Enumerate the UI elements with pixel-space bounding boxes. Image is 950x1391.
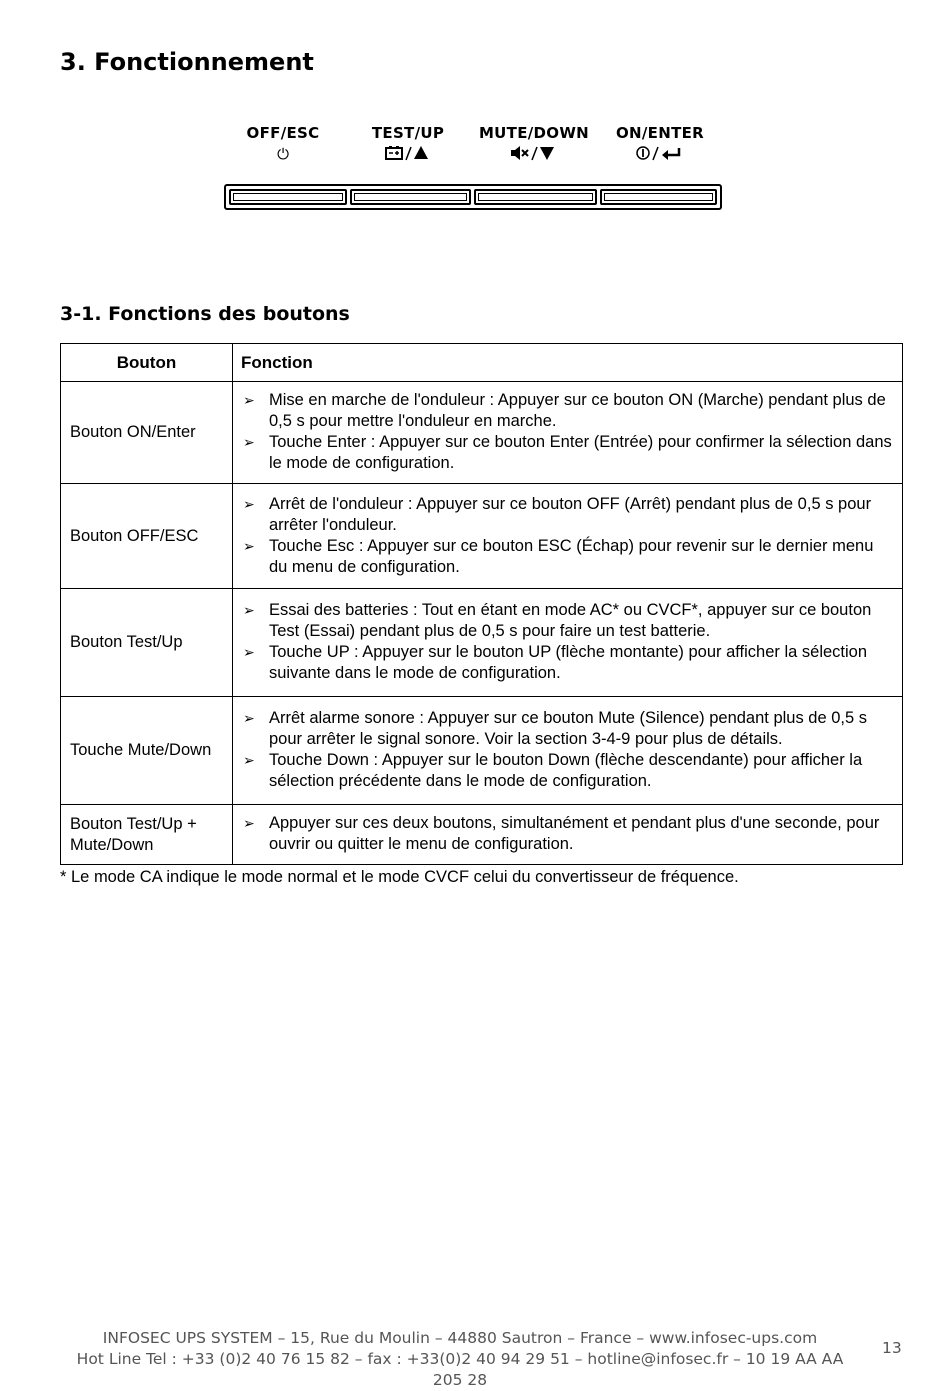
test-up-label: TEST/UP	[371, 124, 445, 142]
bullet-arrow-icon: ➢	[243, 815, 255, 831]
on-enter-icon	[595, 145, 725, 165]
row-function	[233, 382, 903, 484]
row-button-name: Bouton OFF/ESC	[61, 484, 233, 589]
bullet-arrow-icon: ➢	[243, 644, 255, 660]
row-button-name: Bouton Test/Up + Mute/Down	[61, 805, 233, 865]
bullet-arrow-icon: ➢	[243, 752, 255, 768]
bullet-arrow-icon: ➢	[243, 537, 255, 554]
off-esc-label: OFF/ESC	[246, 124, 320, 142]
table-row	[61, 484, 903, 589]
power-icon: ⏻	[277, 145, 289, 163]
battery-test-up-icon	[384, 145, 432, 161]
test-up-key	[350, 189, 471, 205]
table-row	[61, 805, 903, 865]
row-function	[233, 697, 903, 805]
row-function	[233, 589, 903, 697]
list-item: ➢ Touche Enter : Appuyer sur ce bouton Enter (Entrée) pour confirmer la sélection dans le mode de configuration.	[243, 433, 892, 472]
list-item: ➢ Touche UP : Appuyer sur le bouton UP (flèche montante) pour afficher la sélection suivante dans le mode de configuration.	[243, 643, 868, 682]
footer-address: INFOSEC UPS SYSTEM – 15, Rue du Moulin – 44880 Sautron – France – www.infosec-ups.com	[102, 1329, 818, 1347]
header-fonction: Fonction	[233, 344, 903, 382]
mute-down-icon	[469, 145, 599, 165]
button-strip	[224, 184, 722, 210]
bullet-arrow-icon: ➢	[243, 710, 255, 726]
row-function	[233, 805, 903, 865]
section-heading: 3-1. Fonctions des boutons	[60, 303, 350, 325]
bullet-arrow-icon: ➢	[243, 495, 255, 512]
list-item: ➢ Arrêt alarme sonore : Appuyer sur ce bouton Mute (Silence) pendant plus de 0,5 s pour arrêter le signal sonore. Voir la section 3-4-9 pour plus de détails.	[243, 709, 868, 748]
control-panel-diagram	[224, 124, 724, 214]
list-item: ➢ Arrêt de l'onduleur : Appuyer sur ce bouton OFF (Arrêt) pendant plus de 0,5 s pour arrêter l'onduleur.	[243, 494, 872, 534]
list-item: ➢ Essai des batteries : Tout en étant en mode AC* ou CVCF*, appuyer sur ce bouton Test (Essai) pendant plus de 0,5 s pour faire un test batterie.	[243, 601, 872, 640]
header-bouton: Bouton	[61, 344, 233, 382]
list-item: ➢ Appuyer sur ces deux boutons, simultanément et pendant plus d'une seconde, pour ouvrir ou quitter le menu de configuration.	[243, 814, 880, 853]
battery-up-icon	[343, 145, 473, 165]
footer-contact: Hot Line Tel : +33 (0)2 40 76 15 82 – fax : +33(0)2 40 94 29 51 – hotline@infosec.fr – 10 19 AA AA 205 28	[76, 1350, 844, 1389]
list-item: ➢ Touche Down : Appuyer sur le bouton Down (flèche descendante) pour afficher la sélection précédente dans le mode de configuration.	[243, 751, 863, 790]
mute-down-label: MUTE/DOWN	[478, 124, 590, 142]
row-button-name: Bouton Test/Up	[61, 589, 233, 697]
row-function	[233, 484, 903, 589]
table-row	[61, 589, 903, 697]
bullet-arrow-icon: ➢	[243, 602, 255, 618]
bullet-arrow-icon: ➢	[243, 392, 255, 408]
on-enter-label: ON/ENTER	[615, 124, 704, 142]
bullet-arrow-icon: ➢	[243, 434, 255, 450]
row-button-name: Touche Mute/Down	[61, 697, 233, 805]
page-heading: 3. Fonctionnement	[60, 48, 314, 76]
button-functions-table	[60, 343, 903, 865]
page-number: 13	[882, 1339, 902, 1357]
footnote: * Le mode CA indique le mode normal et le mode CVCF celui du convertisseur de fréquence.	[60, 868, 739, 886]
list-item: ➢ Touche Esc : Appuyer sur ce bouton ESC (Échap) pour revenir sur le dernier menu du menu de configuration.	[243, 536, 874, 576]
off-esc-key	[229, 189, 347, 205]
table-row	[61, 697, 903, 805]
mute-down-key	[474, 189, 597, 205]
page-footer	[60, 1328, 860, 1391]
table-row	[61, 382, 903, 484]
table-header-row	[61, 344, 903, 382]
list-item: ➢ Mise en marche de l'onduleur : Appuyer sur ce bouton ON (Marche) pendant plus de 0,5 s pour mettre l'onduleur en marche.	[243, 391, 886, 430]
row-button-name: Bouton ON/Enter	[61, 382, 233, 484]
power-enter-icon	[635, 145, 685, 161]
on-enter-key	[600, 189, 717, 205]
speaker-mute-down-icon	[509, 145, 559, 161]
